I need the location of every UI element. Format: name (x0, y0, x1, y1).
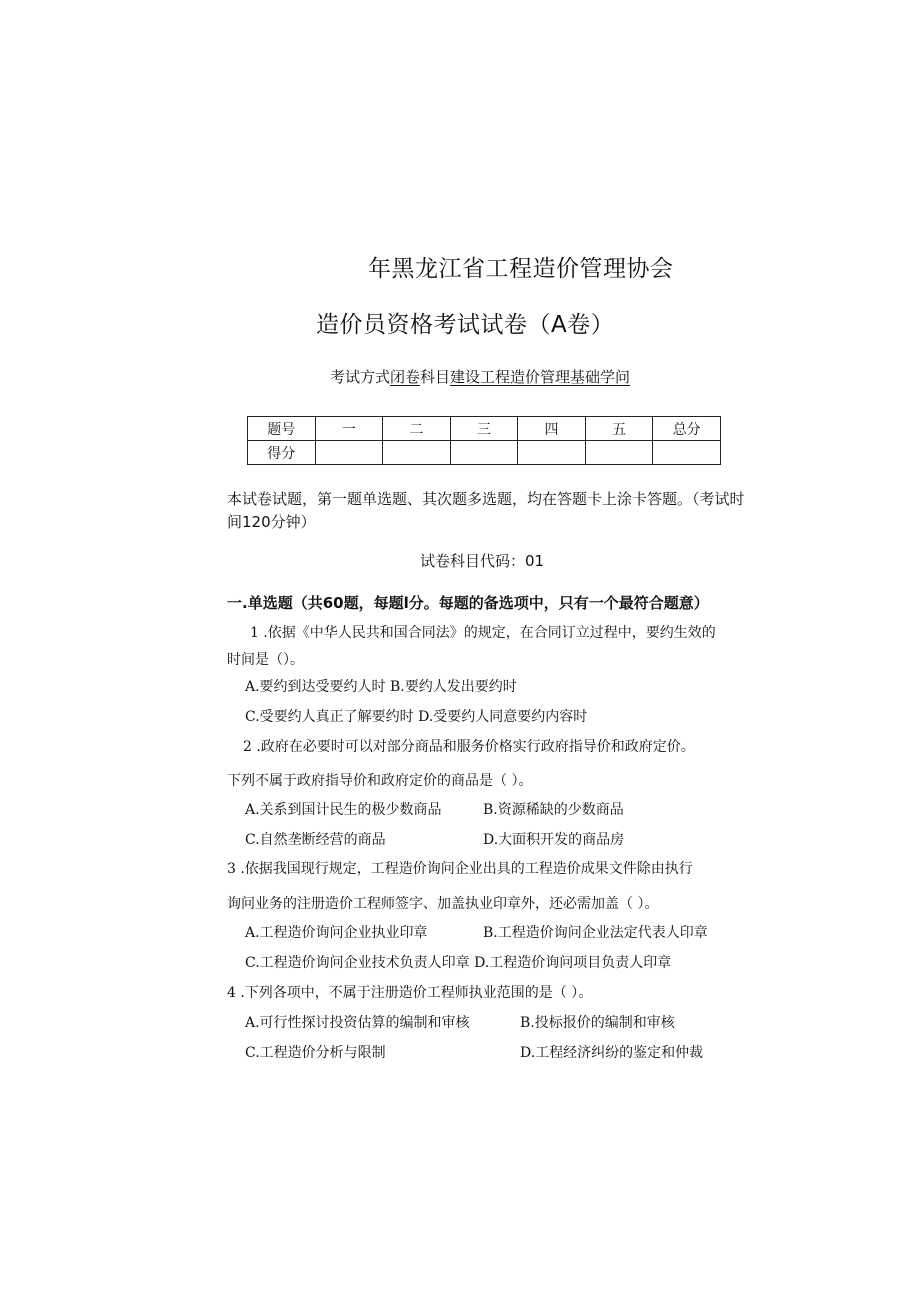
question-3-option: A.工程造价询问企业执业印章 (245, 925, 428, 941)
question-2-option: B.资源稀缺的少数商品 (483, 802, 624, 818)
score-row-label: 得分 (248, 441, 316, 465)
question-3-stem-line1: 3 .依据我国现行规定，工程造价询问企业出具的工程造价成果文件除由执行 (227, 861, 693, 877)
score-cell[interactable] (383, 441, 451, 465)
score-cell[interactable] (315, 441, 383, 465)
score-cell[interactable] (653, 441, 721, 465)
question-4-option: B.投标报价的编制和审核 (520, 1015, 675, 1031)
score-header-cell: 五 (585, 417, 653, 441)
question-1-stem-line2: 时间是（）。 (227, 652, 304, 668)
score-table-score-row (248, 441, 721, 465)
question-1-option: C.受要约人真正了解要约时 D.受要约人同意要约内容时 (245, 709, 588, 725)
question-2-option: A.关系到国计民生的极少数商品 (245, 802, 442, 818)
question-4-stem-line1: 4 .下列各项中，不属于注册造价工程师执业范围的是（ ）。 (227, 985, 593, 1001)
question-2-stem-line2: 下列不属于政府指导价和政府定价的商品是（ ）。 (227, 773, 533, 789)
score-cell[interactable] (585, 441, 653, 465)
section-1-title: 一.单选题（共60题，每题l分。每题的备选项中，只有一个最符合题意） (227, 594, 709, 612)
question-1-stem-line1: 1 .依据《中华人民共和国合同法》的规定，在合同订立过程中，要约生效的 (250, 625, 716, 641)
title-line-1: 年黑龙江省工程造价管理协会 (368, 256, 674, 282)
score-header-cell: 四 (518, 417, 586, 441)
instructions: 本试卷试题，第一题单选题、其次题多选题，均在答题卡上涂卡答题。（考试时间120分钟） (227, 490, 745, 531)
score-header-cell: 题号 (248, 417, 316, 441)
question-3-option: B.工程造价询问企业法定代表人印章 (483, 925, 708, 941)
question-3-option: C.工程造价询问企业技术负责人印章 D.工程造价询问项目负责人印章 (245, 955, 672, 971)
question-4-option: D.工程经济纠纷的鉴定和仲裁 (520, 1045, 704, 1061)
subject-code: 试卷科目代码：01 (420, 552, 545, 570)
score-table-header-row (248, 417, 721, 441)
title-line-2: 造价员资格考试试卷（A卷） (316, 312, 615, 338)
exam-subject-value: 建设工程造价管理基础学问 (450, 368, 631, 386)
score-header-cell: 三 (450, 417, 518, 441)
question-1-option: A.要约到达受要约人时 B.要约人发出要约时 (245, 679, 517, 695)
score-header-cell: 总分 (653, 417, 721, 441)
question-4-option: C.工程造价分析与限制 (245, 1045, 386, 1061)
exam-subject-label: 科目 (420, 368, 451, 386)
score-header-cell: 一 (315, 417, 383, 441)
score-table (247, 416, 721, 465)
question-2-option: D.大面积开发的商品房 (483, 832, 625, 848)
question-2-stem-line1: 2 .政府在必要时可以对部分商品和服务价格实行政府指导价和政府定价。 (243, 739, 695, 755)
question-2-option: C.自然垄断经营的商品 (245, 832, 386, 848)
score-cell[interactable] (518, 441, 586, 465)
exam-method-value: 闭卷 (390, 368, 421, 386)
score-header-cell: 二 (383, 417, 451, 441)
exam-method-label: 考试方式 (330, 368, 391, 386)
question-4-option: A.可行性探讨投资估算的编制和审核 (245, 1015, 470, 1031)
exam-info (330, 366, 630, 387)
score-cell[interactable] (450, 441, 518, 465)
question-3-stem-line2: 询问业务的注册造价工程师签字、加盖执业印章外，还必需加盖（ ）。 (227, 896, 659, 912)
